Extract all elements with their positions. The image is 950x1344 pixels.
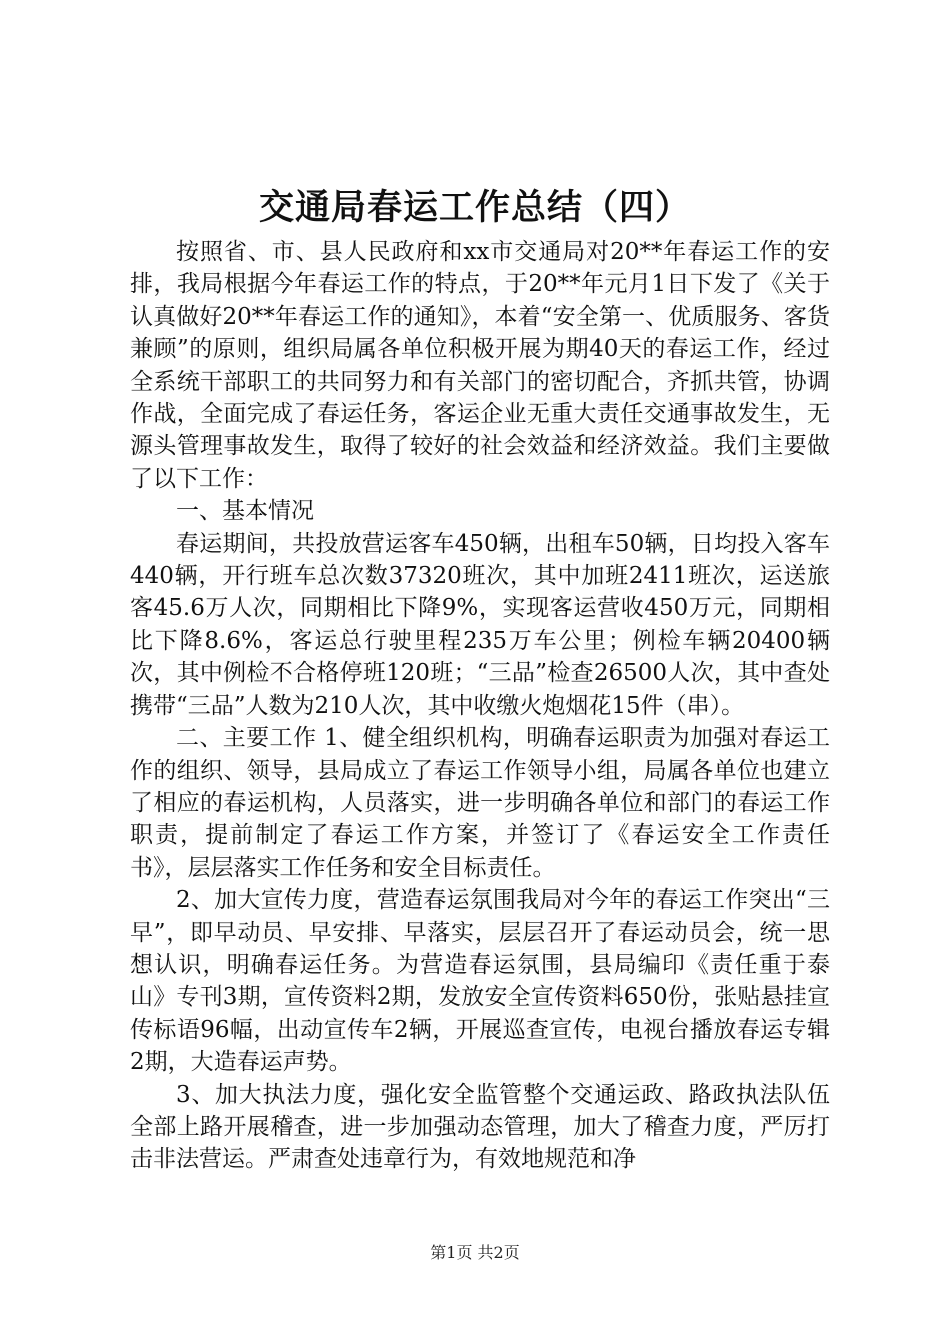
section-heading-basic: 一、基本情况 xyxy=(176,498,314,525)
paragraph-basic-stats: 春运期间，共投放营运客车450辆，出租车50辆，日均投入客车440辆，开行班车总次数37320班次，其中加班2411班次，运送旅客45.6万人次，同期相比下降9%，实现客运营收450万元，同期相比下降8.6%，客运总行驶里程235万车公里；例检车辆20400辆次，其中例检不合格停班120班；“三品”检查26500人次，其中查处携带“三品”人数为210人次，其中收缴火炮烟花15件（串）。 xyxy=(130,530,830,719)
page-number-footer: 第1页 共2页 xyxy=(430,1243,520,1262)
document-body xyxy=(130,236,830,1176)
paragraph-main-work-3: 3、加大执法力度，强化安全监管整个交通运政、路政执法队伍全部上路开展稽查，进一步加强动态管理，加大了稽查力度，严厉打击非法营运。严肃查处违章行为，有效地规范和净 xyxy=(130,1081,830,1173)
paragraph-intro: 按照省、市、县人民政府和xx市交通局对20**年春运工作的安排，我局根据今年春运工作的特点，于20**年元月1日下发了《关于认真做好20**年春运工作的通知》，本着“安全第一、优质服务、客货兼顾”的原则，组织局属各单位积极开展为期40天的春运工作，经过全系统干部职工的共同努力和有关部门的密切配合，齐抓共管，协调作战，全面完成了春运任务，客运企业无重大责任交通事故发生，无源头管理事故发生，取得了较好的社会效益和经济效益。我们主要做了以下工作： xyxy=(130,239,830,492)
paragraph-main-work-2: 2、加大宣传力度，营造春运氛围我局对今年的春运工作突出“三早”，即早动员、早安排、早落实，层层召开了春运动员会，统一思想认识，明确春运任务。为营造春运氛围，县局编印《责任重于泰山》专刊3期，宣传资料2期，发放安全宣传资料650份，张贴悬挂宣传标语96幅，出动宣传车2辆，开展巡查宣传，电视台播放春运专辑2期，大造春运声势。 xyxy=(130,887,830,1076)
document-title: 交通局春运工作总结（四） xyxy=(258,187,691,228)
paragraph-main-work-1: 二、主要工作 1、健全组织机构，明确春运职责为加强对春运工作的组织、领导，县局成立了春运工作领导小组，局属各单位也建立了相应的春运机构，人员落实，进一步明确各单位和部门的春运工作职责，提前制定了春运工作方案，并签订了《春运安全工作责任书》，层层落实工作任务和安全目标责任。 xyxy=(130,725,830,881)
